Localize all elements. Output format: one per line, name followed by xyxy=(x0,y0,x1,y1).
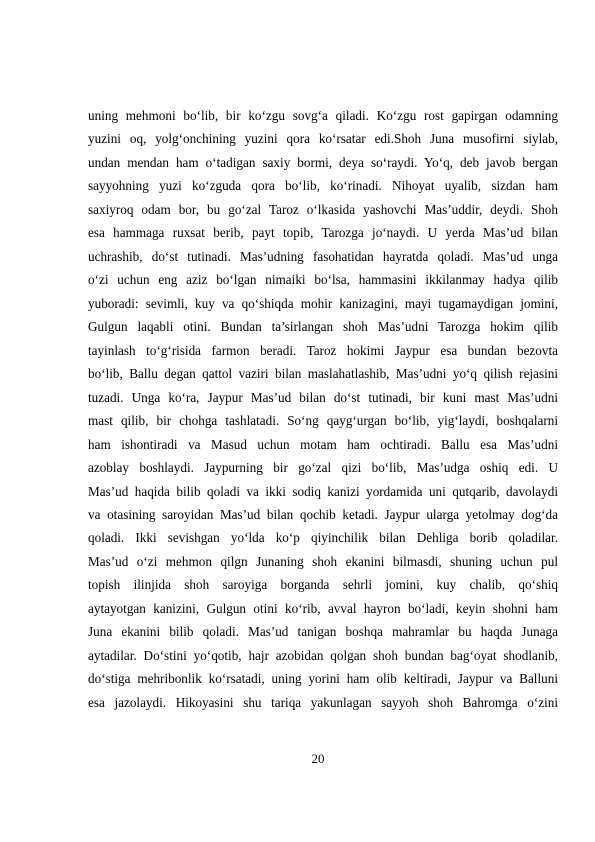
text-line: saxiyroq odam bor, bu go‘zal Taroz o‘lkasida yashovchi Mas’uddir, deydi. Shoh xyxy=(88,201,558,217)
text-line: topish ilinjida shoh saroyiga borganda sehrli jomini, kuy chalib, qo‘shiq xyxy=(88,577,558,593)
text-line: ham ishontiradi va Masud uchun motam ham ochtiradi. Ballu esa Mas’udni xyxy=(88,436,558,452)
body-paragraph xyxy=(88,104,558,714)
text-line: yuzini oq, yolg‘onchining yuzini qora ko‘rsatar edi.Shoh Juna musofirni siylab, xyxy=(88,131,558,147)
text-line: tayinlash to‘g‘risida farmon beradi. Taroz hokimi Jaypur esa bundan bezovta xyxy=(88,342,558,358)
text-line: Gulgun laqabli otini. Bundan ta’sirlangan shoh Mas’udni Tarozga hokim qilib xyxy=(88,319,558,335)
text-line: Juna ekanini bilib qoladi. Mas’ud tanigan boshqa mahramlar bu haqda Junaga xyxy=(88,624,558,640)
text-line: esa hammaga ruxsat berib, payt topib, Tarozga jo‘naydi. U yerda Mas’ud bilan xyxy=(88,225,558,241)
text-line: bo‘lib, Ballu degan qattol vaziri bilan maslahatlashib, Mas’udni yo‘q qilish rejasini xyxy=(88,366,558,382)
text-line: uning mehmoni bo‘lib, bir ko‘zgu sovg‘a qiladi. Ko‘zgu rost gapirgan odamning xyxy=(88,108,558,123)
text-line: o‘zi uchun eng aziz bo‘lgan nimaiki bo‘lsa, hammasini ikkilanmay hadya qilib xyxy=(88,272,558,288)
text-line: mast qilib, bir chohga tashlatadi. So‘ng qayg‘urgan bo‘lib, yig‘laydi, boshqalarni xyxy=(88,413,558,429)
text-line: azoblay boshlaydi. Jaypurning bir go‘zal qizi bo‘lib, Mas’udga oshiq edi. U xyxy=(88,460,558,476)
text-line: aytadilar. Do‘stini yo‘qotib, hajr azobidan qolgan shoh bundan bag‘oyat shodlanib, xyxy=(88,647,558,663)
text-line: tuzadi. Unga ko‘ra, Jaypur Mas’ud bilan do‘st tutinadi, bir kuni mast Mas’udni xyxy=(88,389,558,405)
text-line: uchrashib, do‘st tutinadi. Mas’udning fasohatidan hayratda qoladi. Mas’ud unga xyxy=(88,248,558,264)
page-number: 20 xyxy=(311,751,325,766)
text-line: esa jazolaydi. Hikoyasini shu tariqa yakunlagan sayyoh shoh Bahromga o‘zini xyxy=(88,694,558,710)
text-line: sayyohning yuzi ko‘zguda qora bo‘lib, ko‘rinadi. Nihoyat uyalib, sizdan ham xyxy=(88,178,558,194)
text-line: Mas’ud haqida bilib qoladi va ikki sodiq kanizi yordamida uni qutqarib, davolaydi xyxy=(88,483,558,499)
text-line: do‘stiga mehribonlik ko‘rsatadi, uning yorini ham olib keltiradi, Jaypur va Balluni xyxy=(88,671,558,687)
text-line: yuboradi: sevimli, kuy va qo‘shiqda mohir kanizagini, mayi tugamaydigan jomini, xyxy=(88,295,558,311)
text-line: undan mendan ham o‘tadigan saxiy bormi, deya so‘raydi. Yo‘q, deb javob bergan xyxy=(88,154,558,170)
text-line: aytayotgan kanizini, Gulgun otini ko‘rib, avval hayron bo‘ladi, keyin shohni ham xyxy=(88,600,558,616)
text-line: qoladi. Ikki sevishgan yo‘lda ko‘p qiyinchilik bilan Dehliga borib qoladilar. xyxy=(88,530,558,546)
text-line: va otasining saroyidan Mas’ud bilan qochib ketadi. Jaypur ularga yetolmay dog‘da xyxy=(88,506,558,522)
text-line: Mas’ud o‘zi mehmon qilgn Junaning shoh ekanini bilmasdi, shuning uchun pul xyxy=(88,553,558,569)
